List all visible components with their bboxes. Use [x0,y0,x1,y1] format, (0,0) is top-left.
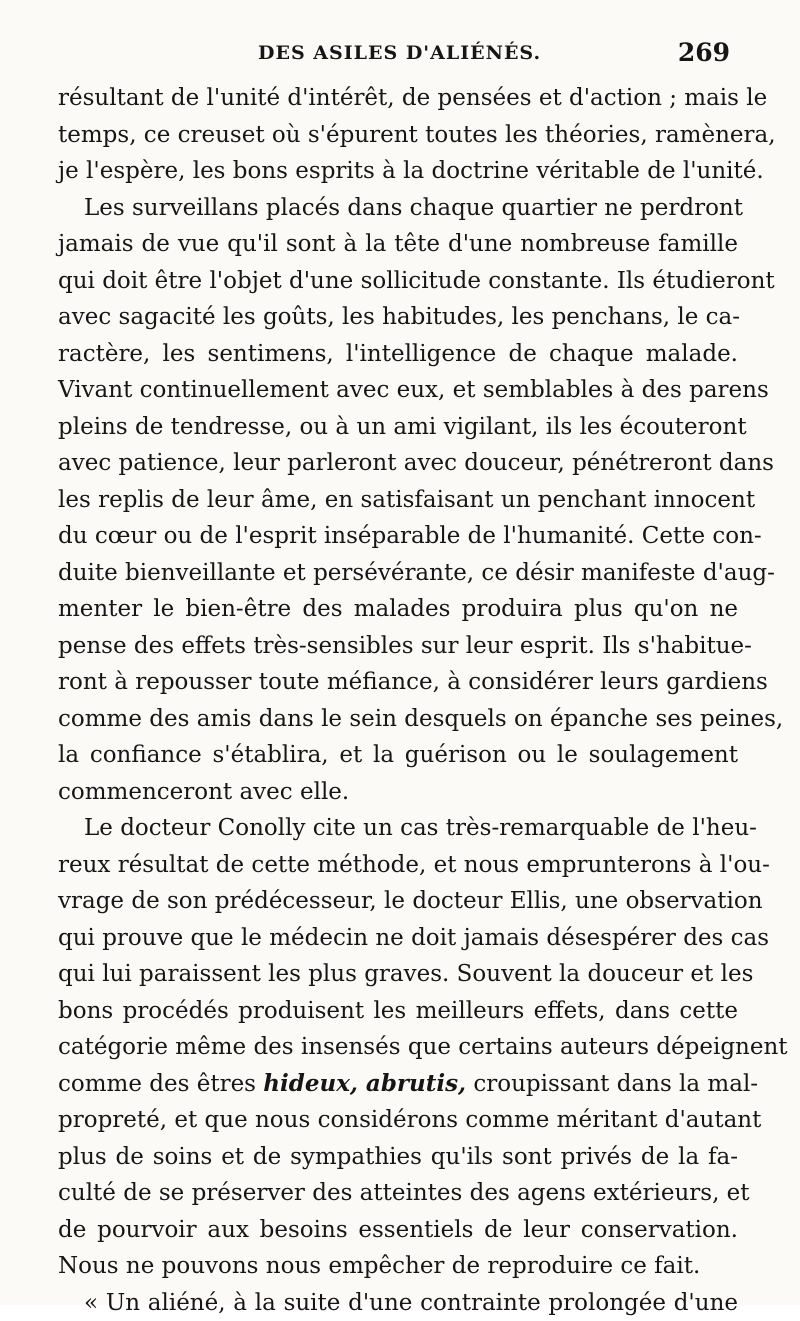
page-number: 269 [678,38,730,67]
text-line: qui lui paraissent les plus graves. Souvent la douceur et les [58,956,738,993]
text-line: vrage de son prédécesseur, le docteur Ellis, une observation [58,883,738,920]
text-line: les replis de leur âme, en satisfaisant un penchant innocent [58,482,738,519]
text-line: pense des effets très-sensibles sur leur esprit. Ils s'habitue- [58,628,738,665]
text-line: avec patience, leur parleront avec douceur, pénétreront dans [58,445,738,482]
text-line: duite bienveillante et persévérante, ce désir manifeste d'aug- [58,555,738,592]
text-line: de pourvoir aux besoins essentiels de leur conservation. [58,1212,738,1249]
text-line: je l'espère, les bons esprits à la doctrine véritable de l'unité. [58,153,738,190]
text-line: Les surveillans placés dans chaque quartier ne perdront [58,190,738,227]
running-header [0,36,800,76]
text-line: la confiance s'établira, et la guérison ou le soulagement [58,737,738,774]
text-fragment: croupissant dans la mal- [473,1071,758,1097]
text-line: bons procédés produisent les meilleurs effets, dans cette [58,993,738,1030]
text-line: avec sagacité les goûts, les habitudes, les penchans, le ca- [58,299,738,336]
text-line: commenceront avec elle. [58,774,738,811]
text-line: Vivant continuellement avec eux, et semblables à des parens [58,372,738,409]
running-title: DES ASILES D'ALIÉNÉS. [258,42,541,64]
text-line: « Un aliéné, à la suite d'une contrainte prolongée d'une [58,1285,738,1321]
text-line: reux résultat de cette méthode, et nous emprunterons à l'ou- [58,847,738,884]
text-line: qui doit être l'objet d'une sollicitude constante. Ils étudieront [58,263,738,300]
text-line: culté de se préserver des atteintes des agens extérieurs, et [58,1175,738,1212]
text-line: catégorie même des insensés que certains auteurs dépeignent [58,1029,738,1066]
text-line: ront à repousser toute méfiance, à considérer leurs gardiens [58,664,738,701]
text-line: Le docteur Conolly cite un cas très-remarquable de l'heu- [58,810,738,847]
text-line: plus de soins et de sympathies qu'ils sont privés de la fa- [58,1139,738,1176]
text-line: jamais de vue qu'il sont à la tête d'une nombreuse famille [58,226,738,263]
italic-text: hideux, abrutis, [263,1070,466,1097]
text-line: pleins de tendresse, ou à un ami vigilant, ils les écouteront [58,409,738,446]
text-line: Nous ne pouvons nous empêcher de reproduire ce fait. [58,1248,738,1285]
text-line: ractère, les sentimens, l'intelligence de chaque malade. [58,336,738,373]
text-line: qui prouve que le médecin ne doit jamais désespérer des cas [58,920,738,957]
text-line: comme des amis dans le sein desquels on épanche ses peines, [58,701,738,738]
text-line: du cœur ou de l'esprit inséparable de l'humanité. Cette con- [58,518,738,555]
text-line: menter le bien-être des malades produira plus qu'on ne [58,591,738,628]
text-fragment: comme des êtres [58,1071,256,1097]
text-line: résultant de l'unité d'intérêt, de pensées et d'action ; mais le [58,80,738,117]
text-line: temps, ce creuset où s'épurent toutes les théories, ramènera, [58,117,738,154]
text-line-with-italic [58,1066,738,1103]
body-text [58,80,738,1321]
text-line: propreté, et que nous considérons comme méritant d'autant [58,1102,738,1139]
